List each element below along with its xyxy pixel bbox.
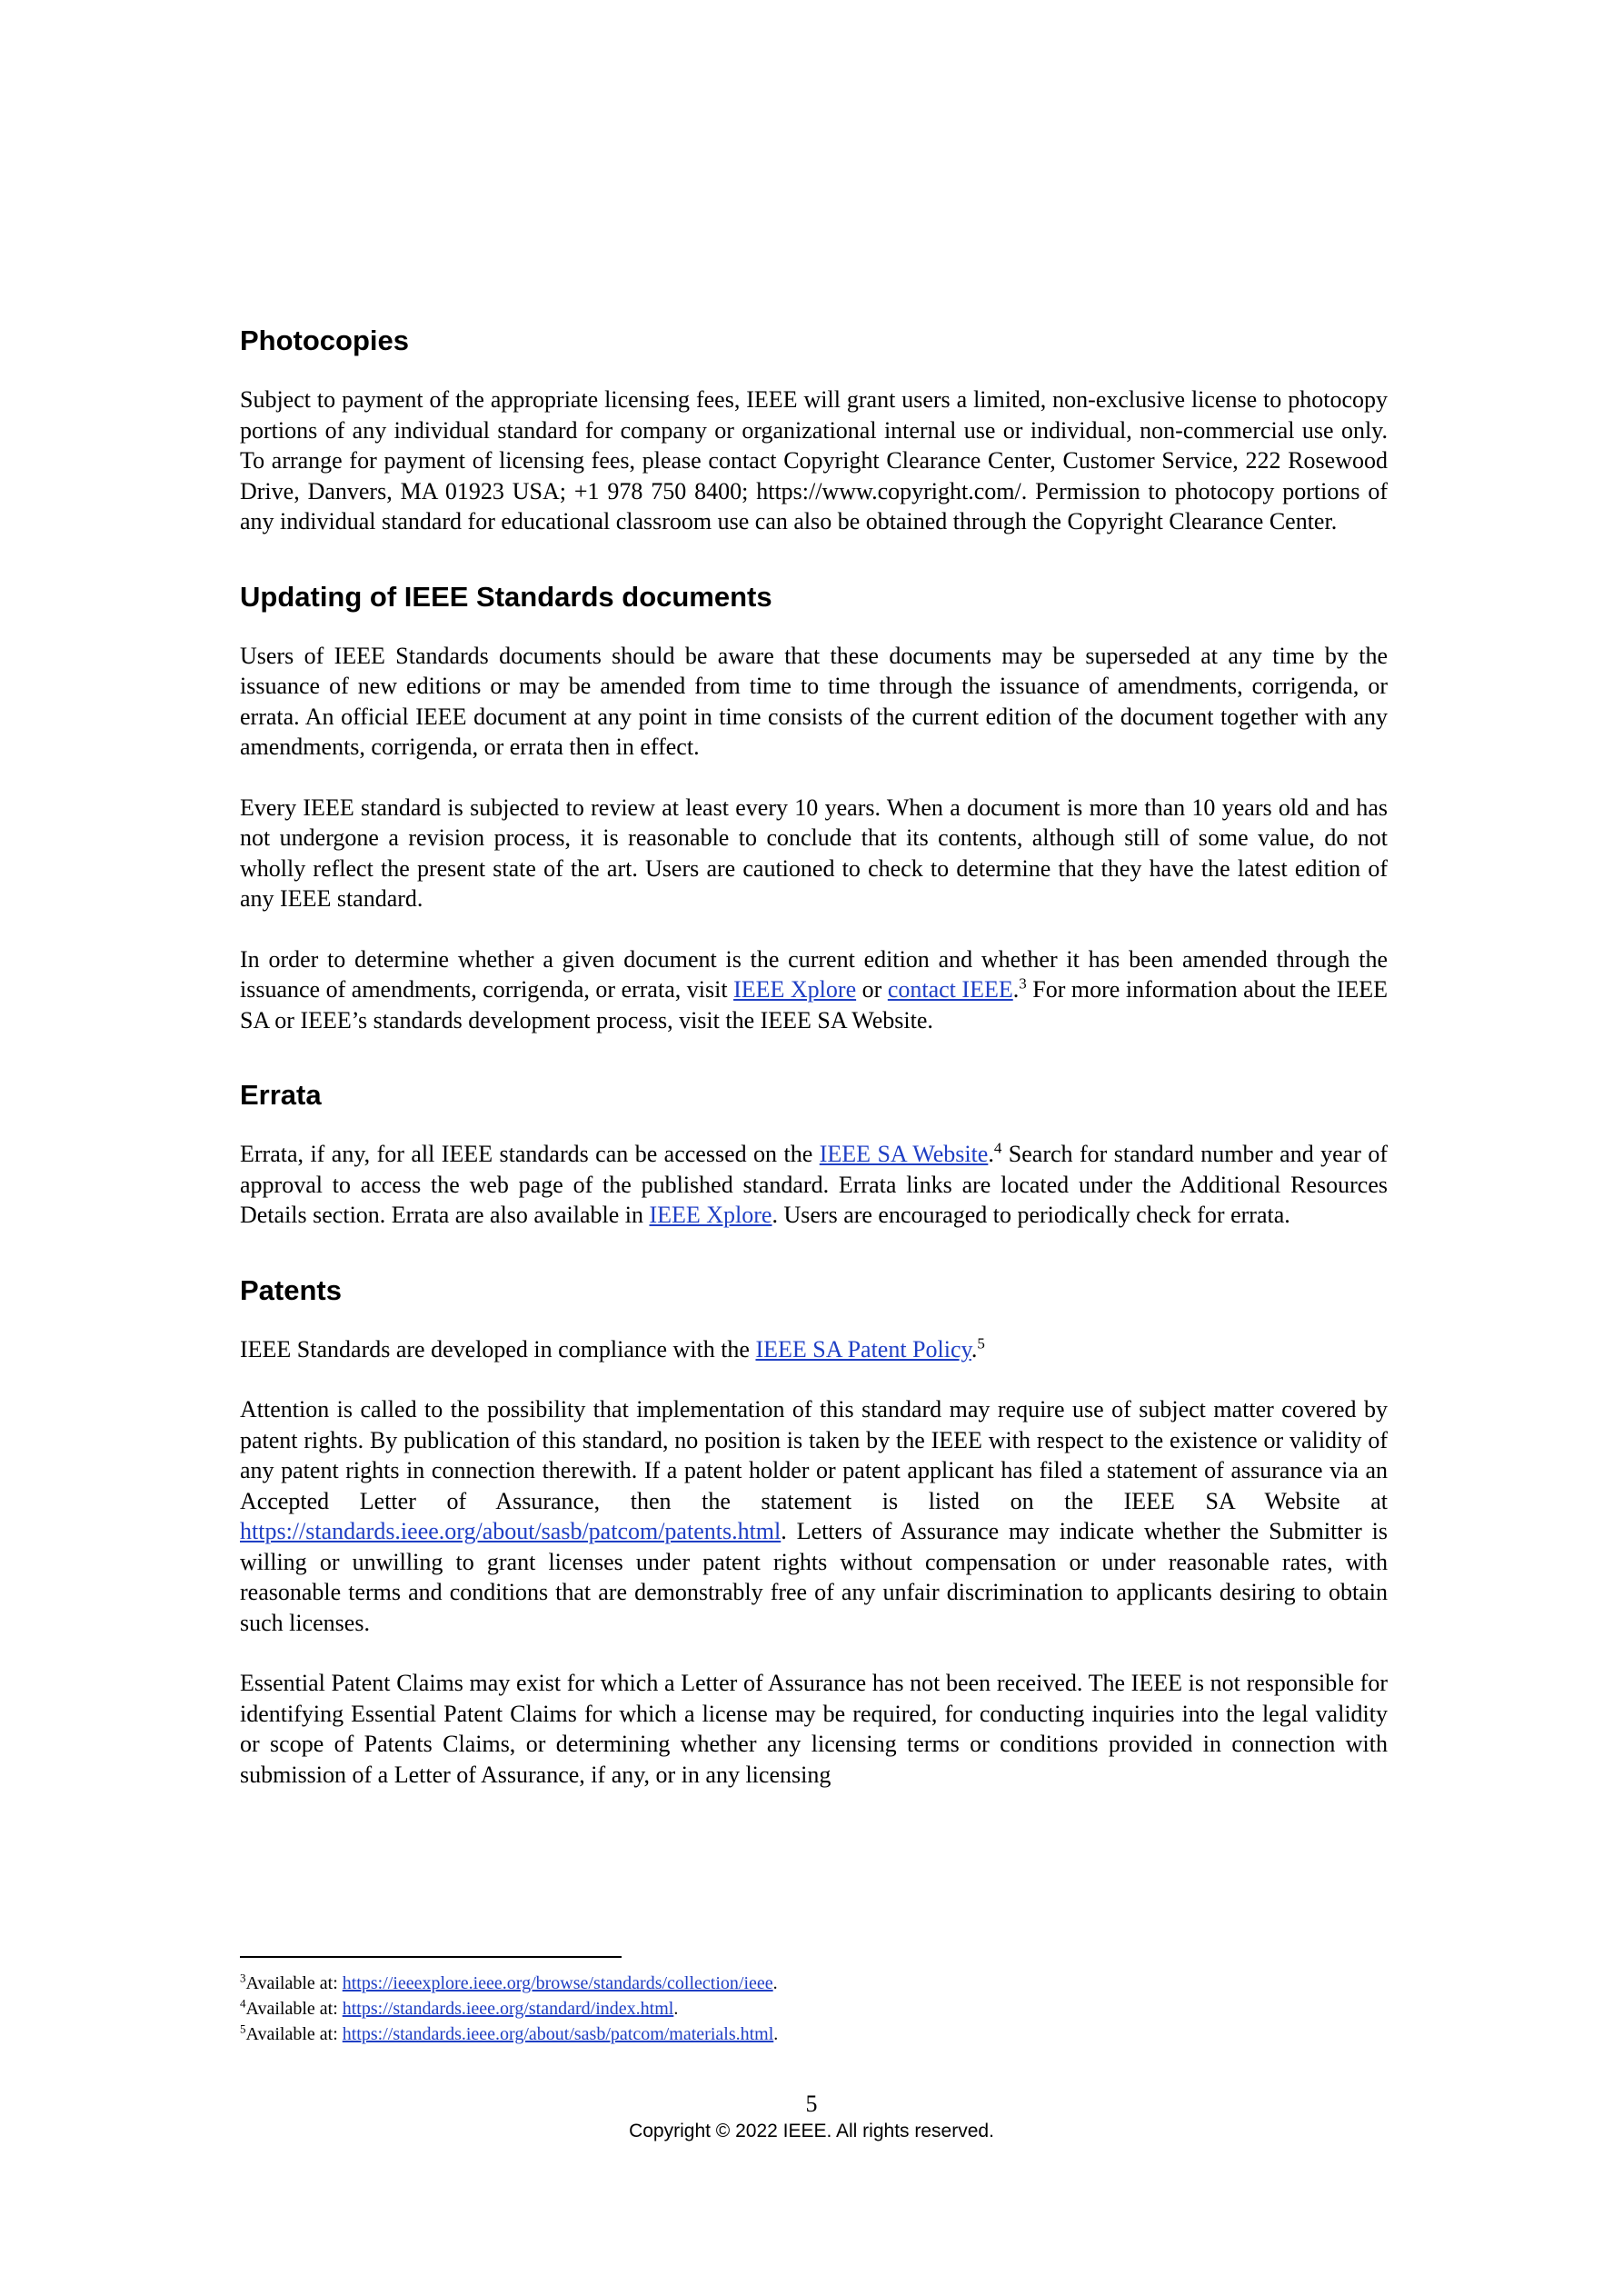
footnote-suffix: . (772, 1973, 778, 1993)
paragraph (240, 1334, 1388, 1365)
link-patents-page[interactable]: https://standards.ieee.org/about/sasb/patcom/patents.html (240, 1518, 782, 1544)
footnote-divider (240, 1956, 622, 1958)
text-run: . (971, 1335, 978, 1363)
footnote-link[interactable]: https://ieeexplore.ieee.org/browse/standards/collection/ieee (342, 1973, 773, 1993)
footnote-item (240, 2021, 1388, 2047)
footnote-prefix: Available at: (245, 1999, 343, 2019)
section-patents (240, 1273, 1388, 1791)
paragraph (240, 944, 1388, 1036)
footnote-ref: 5 (977, 1333, 985, 1352)
section-heading-updating: Updating of IEEE Standards documents (240, 580, 772, 613)
section-heading-photocopies: Photocopies (240, 324, 410, 356)
text-run: or (856, 976, 888, 1003)
text-run: . Users are encouraged to periodically check for errata. (772, 1202, 1290, 1228)
text-run: Errata, if any, for all IEEE standards can be accessed on the (240, 1141, 820, 1167)
text-run: . (988, 1141, 994, 1167)
paragraph: Essential Patent Claims may exist for which a Letter of Assurance has not been received. The IEEE is not responsible for identifying Essential Patent Claims for which a license may be required, for conducting inquiries into the legal validity or scope of Patents Claims, or determining whether any licensing terms or conditions provided in connection with submission of a Letter of Assurance, if any, or in any licensing (240, 1670, 1388, 1788)
section-errata (240, 1078, 1388, 1231)
main-content (240, 324, 1388, 1820)
footnote-prefix: Available at: (245, 2024, 343, 2044)
footnote-item (240, 1971, 1388, 1996)
paragraph (240, 1394, 1388, 1638)
text-run: Search for standard number and year of approval to access the web page of the published standard. Errata links are located under the Additional Resources Details section. Errata are also available in (240, 1141, 1388, 1228)
copyright-notice: Copyright © 2022 IEEE. All rights reserved. (629, 2121, 994, 2141)
link-ieee-sa-website[interactable]: IEEE SA Website (819, 1141, 989, 1167)
paragraph: Every IEEE standard is subjected to review at least every 10 years. When a document is more than 10 years old and has not undergone a revision process, it is reasonable to conclude that its contents, although still of some value, do not wholly reflect the present state of the art. Users are cautioned to check to determine that they have the latest edition of any IEEE standard. (240, 794, 1388, 912)
footnote-suffix: . (773, 2024, 779, 2044)
text-run: . (1012, 976, 1020, 1003)
link-ieee-xplore[interactable]: IEEE Xplore (733, 976, 857, 1003)
link-ieee-sa-patent-policy[interactable]: IEEE SA Patent Policy (755, 1335, 971, 1363)
footnote-number: 5 (240, 2021, 246, 2036)
footnote-item (240, 1996, 1388, 2021)
paragraph: Subject to payment of the appropriate licensing fees, IEEE will grant users a limited, non-exclusive license to photocopy portions of any individual standard for company or organizational internal use or individual, non-commercial use only. To arrange for payment of licensing fees, please contact Copyright Clearance Center, Customer Service, 222 Rosewood Drive, Danvers, MA 01923 USA; +1 978 750 8400; https://www.copyright.com/. Permission to photocopy portions of any individual standard for educational classroom use can also be obtained through the Copyright Clearance Center. (240, 386, 1388, 534)
footnote-prefix: Available at: (245, 1973, 343, 1993)
section-updating (240, 580, 1388, 1036)
footnote-suffix: . (673, 1999, 679, 2019)
paragraph (240, 1139, 1388, 1231)
link-ieee-xplore[interactable]: IEEE Xplore (649, 1202, 772, 1228)
section-heading-patents: Patents (240, 1273, 342, 1306)
footnotes (240, 1971, 1388, 2047)
text-run: IEEE Standards are developed in compliance with the (240, 1335, 756, 1363)
page-number: 5 (805, 2091, 818, 2117)
link-contact-ieee[interactable]: contact IEEE (887, 976, 1013, 1003)
footnote-link[interactable]: https://standards.ieee.org/about/sasb/patcom/materials.html (342, 2024, 774, 2044)
section-heading-errata: Errata (240, 1079, 322, 1111)
text-run: . Letters of Assurance may indicate whether the Submitter is willing or unwilling to grant licenses under patent rights without compensation or under reasonable rates, with reasonable terms and conditions that are demonstrably free of any unfair discrimination to applicants desiring to obtain such licenses. (240, 1518, 1388, 1636)
text-run: Attention is called to the possibility that implementation of this standard may require use of subject matter covered by patent rights. By publication of this standard, no position is taken by the IEEE with respect to the existence or validity of any patent rights in connection therewith. If a patent holder or patent applicant has filed a statement of assurance via an Accepted Letter of Assurance, then the statement is listed on the IEEE SA Website at (240, 1396, 1388, 1514)
paragraph: Users of IEEE Standards documents should be aware that these documents may be superseded at any time by the issuance of new editions or may be amended from time to time through the issuance of amendments, corrigenda, or errata. An official IEEE document at any point in time consists of the current edition of the document together with any amendments, corrigenda, or errata then in effect. (240, 642, 1388, 760)
footnote-link[interactable]: https://standards.ieee.org/standard/index.html (342, 1999, 674, 2019)
text-run: For more information about the IEEE SA or IEEE’s standards development process, visit the IEEE SA Website. (240, 976, 1388, 1033)
footnote-number: 3 (240, 1971, 246, 1985)
section-photocopies (240, 324, 1388, 537)
footnote-ref: 4 (993, 1139, 1002, 1157)
footnote-ref: 3 (1019, 974, 1027, 993)
footnote-number: 4 (240, 1996, 246, 2011)
text-run: In order to determine whether a given document is the current edition and whether it has been amended through the issuance of amendments, corrigenda, or errata, visit (240, 945, 1388, 1003)
